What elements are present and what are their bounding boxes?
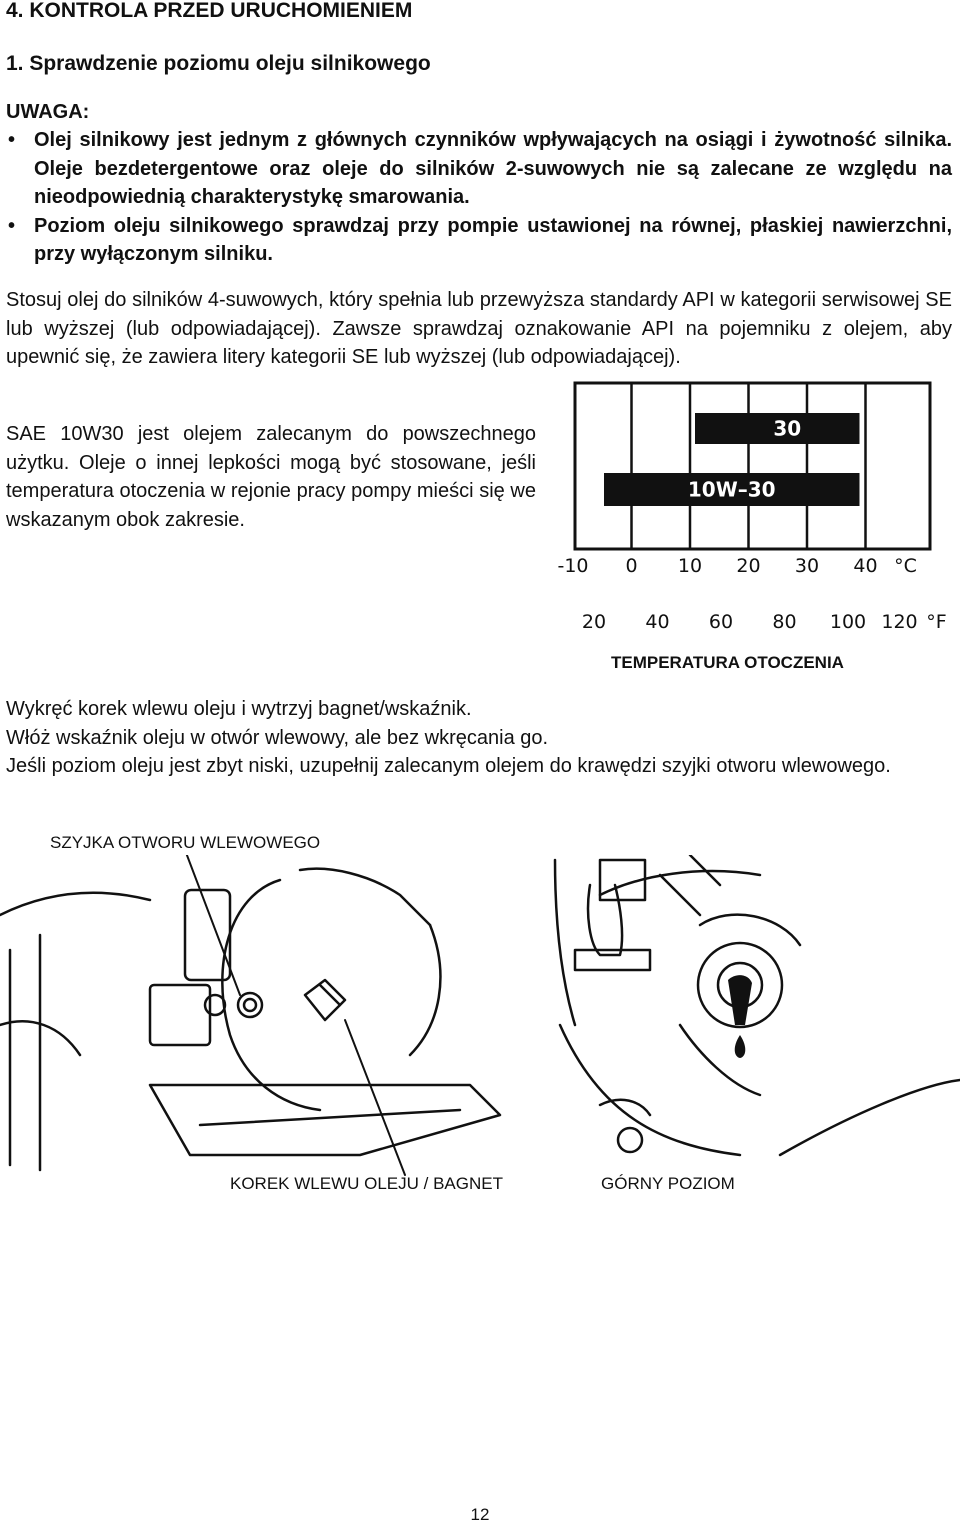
api-paragraph: Stosuj olej do silników 4-suwowych, który spełnia lub przewyższa standardy API w kategorii serwisowej SE lub wyższej (lub odpowiadającej). Zawsze sprawdzaj oznakowanie API na pojemniku z olejem, aby upewnić się, że zawiera litery kategorii SE lub wyższej (lub odpowiadającej). [6, 289, 952, 368]
engine-outline [555, 860, 575, 1025]
tick-label-c: 40 [853, 555, 878, 577]
unit-label-f: °F [926, 611, 947, 633]
page-number: 12 [470, 1505, 490, 1524]
tick-label-f: 80 [772, 611, 797, 633]
tick-label-f: 100 [829, 611, 867, 633]
viscosity-chart [540, 380, 960, 640]
tick-label-c: -10 [557, 555, 589, 577]
pump-housing [410, 925, 440, 1055]
bolt [205, 995, 225, 1015]
tick-label-f: 60 [708, 611, 734, 633]
tick-label-f: 120 [881, 611, 918, 633]
spark-wire [588, 885, 622, 955]
label-oil-cap-dipstick: KOREK WLEWU OLEJU / BAGNET [230, 1174, 503, 1193]
chart-frame [575, 383, 930, 549]
tick-label-c: 0 [625, 555, 638, 577]
filler-neck [238, 993, 262, 1017]
step-line: Jeśli poziom oleju jest zbyt niski, uzupełnij zalecanym olejem do krawędzi szyjki otworu wlewowego. [6, 755, 891, 777]
warning-bullet: • Poziom oleju silnikowego sprawdzaj przy pompie ustawionej na równej, płaskiej nawierzchni, przy wyłączonym silniku. [6, 212, 952, 269]
cylinder [600, 871, 760, 895]
cylinder-fins [700, 915, 800, 945]
section-title: 4. KONTROLA PRZED URUCHOMIENIEM [6, 0, 413, 22]
cylinder-fins [660, 855, 720, 915]
step-line: Wykręć korek wlewu oleju i wytrzyj bagnet/wskaźnik. [6, 698, 472, 720]
bar-label: 10W–30 [687, 477, 776, 502]
warning-heading: UWAGA: [6, 101, 90, 123]
base-plate [200, 1110, 460, 1125]
filler-neck [244, 999, 256, 1011]
frame-tube [10, 935, 40, 1170]
leader-line [185, 855, 240, 995]
tick-label-f: 20 [581, 611, 607, 633]
bar-label: 30 [773, 416, 802, 441]
section-subtitle: 1. Sprawdzenie poziomu oleju silnikowego [6, 52, 431, 75]
base-plate [150, 1085, 500, 1155]
sae-paragraph: SAE 10W30 jest olejem zalecanym do powszechnego użytku. Oleje o innej lepkości mogą być stosowane, jeśli temperatura otoczenia w rejonie pracy pompy mieści się we wskazanym obok zakresie. [6, 423, 536, 531]
engine-outline [0, 893, 150, 915]
warning-list [6, 126, 952, 269]
oil-stream-icon [728, 975, 752, 1025]
tick-label-c: 30 [794, 555, 820, 577]
steps-block [6, 695, 952, 781]
label-upper-level: GÓRNY POZIOM [601, 1174, 735, 1193]
tick-label-c: 20 [736, 555, 761, 577]
dipstick-cap [305, 980, 345, 1020]
pump-housing [300, 869, 430, 925]
engine-illustration [0, 855, 960, 1185]
crankcase [680, 1025, 760, 1095]
wire-clip [575, 950, 650, 970]
step-line: Włóż wskaźnik oleju w otwór wlewowy, ale bez wkręcania go. [6, 726, 549, 749]
tick-label-f: 40 [645, 611, 670, 633]
warning-bullet: • Olej silnikowy jest jednym z głównych czynników wpływających na osiągi i żywotność silnika. Oleje bezdetergentowe oraz oleje do silników 2-suwowych nie są zalecane ze względu na nieodpowiednią charakterystykę smarowania. [6, 126, 952, 212]
dipstick-cap [320, 985, 340, 1005]
unit-label-c: °C [894, 555, 917, 577]
chart-title: TEMPERATURA OTOCZENIA [611, 653, 844, 672]
label-filler-neck: SZYJKA OTWORU WLEWOWEGO [50, 833, 321, 852]
carburetor [150, 985, 210, 1045]
tick-label-c: 10 [677, 555, 703, 577]
oil-drop-icon [735, 1035, 746, 1058]
drain-plug [618, 1128, 642, 1152]
